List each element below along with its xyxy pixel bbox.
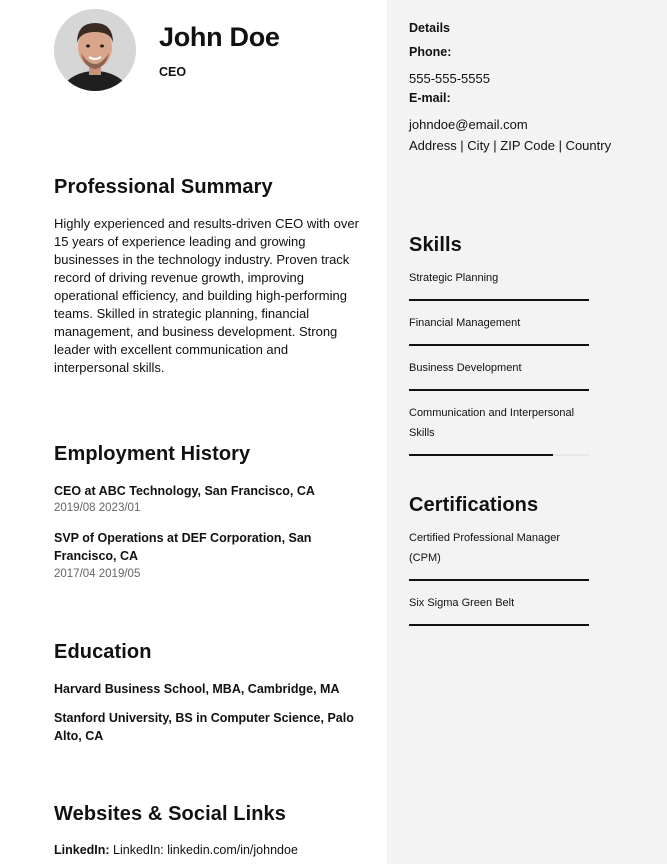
education-line: Alto, CA	[54, 729, 104, 743]
skill-item	[409, 403, 594, 443]
certification-item: Six Sigma Green Belt	[409, 597, 515, 609]
summary-line: interpersonal skills.	[54, 360, 165, 375]
certifications-heading: Certifications	[409, 494, 539, 516]
education-line: Stanford University, BS in Computer Science, Palo	[54, 711, 354, 725]
skill-item-line: Skills	[409, 427, 435, 439]
skills-heading: Skills	[409, 234, 462, 256]
certification-line: (CPM)	[409, 552, 441, 564]
skill-level-bar	[409, 454, 553, 456]
education-heading: Education	[54, 641, 152, 663]
job-title-line: Francisco, CA	[54, 549, 139, 563]
summary-line: Highly experienced and results-driven CEO with over	[54, 216, 359, 231]
email-label: E-mail:	[409, 91, 451, 105]
avatar	[54, 9, 136, 91]
phone-value: 555-555-5555	[409, 71, 490, 86]
summary-line: 15 years of experience leading and growing	[54, 234, 306, 249]
job-title	[54, 529, 354, 565]
skill-item: Business Development	[409, 362, 522, 374]
summary-text	[54, 215, 364, 377]
skill-level-bar	[409, 299, 589, 301]
phone-label: Phone:	[409, 45, 452, 59]
education-item: Harvard Business School, MBA, Cambridge, MA	[54, 682, 340, 696]
certification-item	[409, 528, 594, 568]
summary-heading: Professional Summary	[54, 176, 273, 198]
summary-line: record of driving revenue growth, improving	[54, 270, 305, 285]
skill-item: Financial Management	[409, 317, 521, 329]
profile-photo	[54, 9, 136, 91]
summary-line: teams. Skilled in strategic planning, financial	[54, 306, 310, 321]
certification-line: Certified Professional Manager	[409, 532, 561, 544]
job-title: CEO at ABC Technology, San Francisco, CA	[54, 484, 315, 498]
linkedin-row	[54, 843, 298, 857]
person-name: John Doe	[159, 22, 280, 52]
linkedin-link[interactable]: LinkedIn: linkedin.com/in/johndoe	[113, 843, 298, 857]
summary-line: management, and business development. Strong	[54, 324, 338, 339]
job-dates: 2019/08 2023/01	[54, 502, 141, 514]
employment-heading: Employment History	[54, 443, 251, 465]
certification-divider	[409, 624, 589, 626]
education-item	[54, 709, 359, 745]
skill-level-bar	[409, 389, 589, 391]
person-job-title: CEO	[159, 65, 187, 79]
certification-divider	[409, 579, 589, 581]
email-value: johndoe@email.com	[409, 117, 528, 132]
job-dates: 2017/04 2019/05	[54, 568, 141, 580]
details-heading: Details	[409, 21, 450, 35]
skill-item: Strategic Planning	[409, 272, 499, 284]
links-heading: Websites & Social Links	[54, 803, 287, 825]
summary-line: leader with excellent communication and	[54, 342, 289, 357]
summary-line: operational efficiency, and building high-performing	[54, 288, 347, 303]
job-title-line: SVP of Operations at DEF Corporation, San	[54, 531, 312, 545]
skill-item-line: Communication and Interpersonal	[409, 407, 575, 419]
summary-line: businesses in the technology industry. Proven track	[54, 252, 350, 267]
linkedin-label: LinkedIn:	[54, 843, 110, 857]
address-value: Address | City | ZIP Code | Country	[409, 138, 612, 153]
skill-level-bar	[409, 344, 589, 346]
